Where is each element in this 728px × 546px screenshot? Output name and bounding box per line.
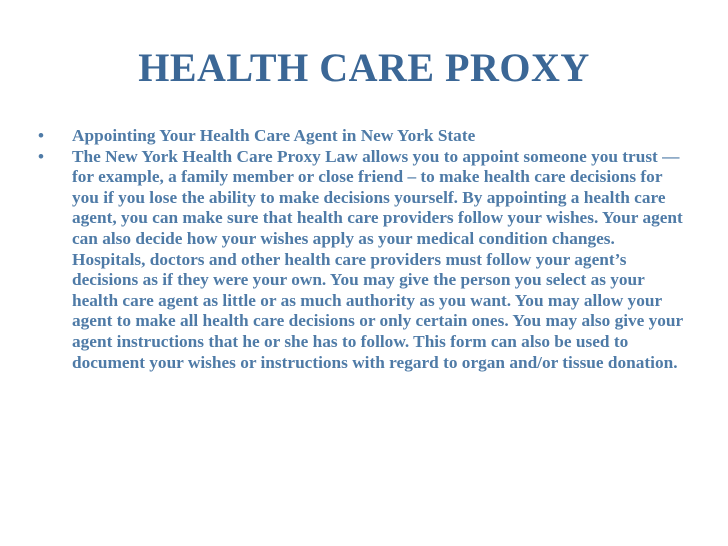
bullet-text: Appointing Your Health Care Agent in New York State — [72, 126, 476, 145]
bullet-marker-icon: • — [38, 146, 44, 166]
bullet-marker-icon: • — [38, 126, 44, 145]
bullet-item-heading — [38, 126, 688, 147]
bullet-list — [38, 126, 688, 373]
bullet-text: The New York Health Care Proxy Law allows you to appoint someone you trust — for example, a family member or close friend – to make health care decisions for you if you lose the ability to make decisions yourself. By appointing a health care agent, you can make sure that health care providers follow your wishes. Your agent can also decide how your wishes apply as your medical condition changes. Hospitals, doctors and other health care providers must follow your agent’s decisions as if they were your own. You may give the person you select as your health care agent as little or as much authority as you want. You may allow your agent to make all health care decisions or only certain ones. You may also give your agent instructions that he or she has to follow. This form can also be used to document your wishes or instructions with regard to organ and/or tissue donation. — [72, 146, 683, 372]
slide-title: HEALTH CARE PROXY — [138, 45, 590, 90]
bullet-item-body — [38, 147, 688, 374]
